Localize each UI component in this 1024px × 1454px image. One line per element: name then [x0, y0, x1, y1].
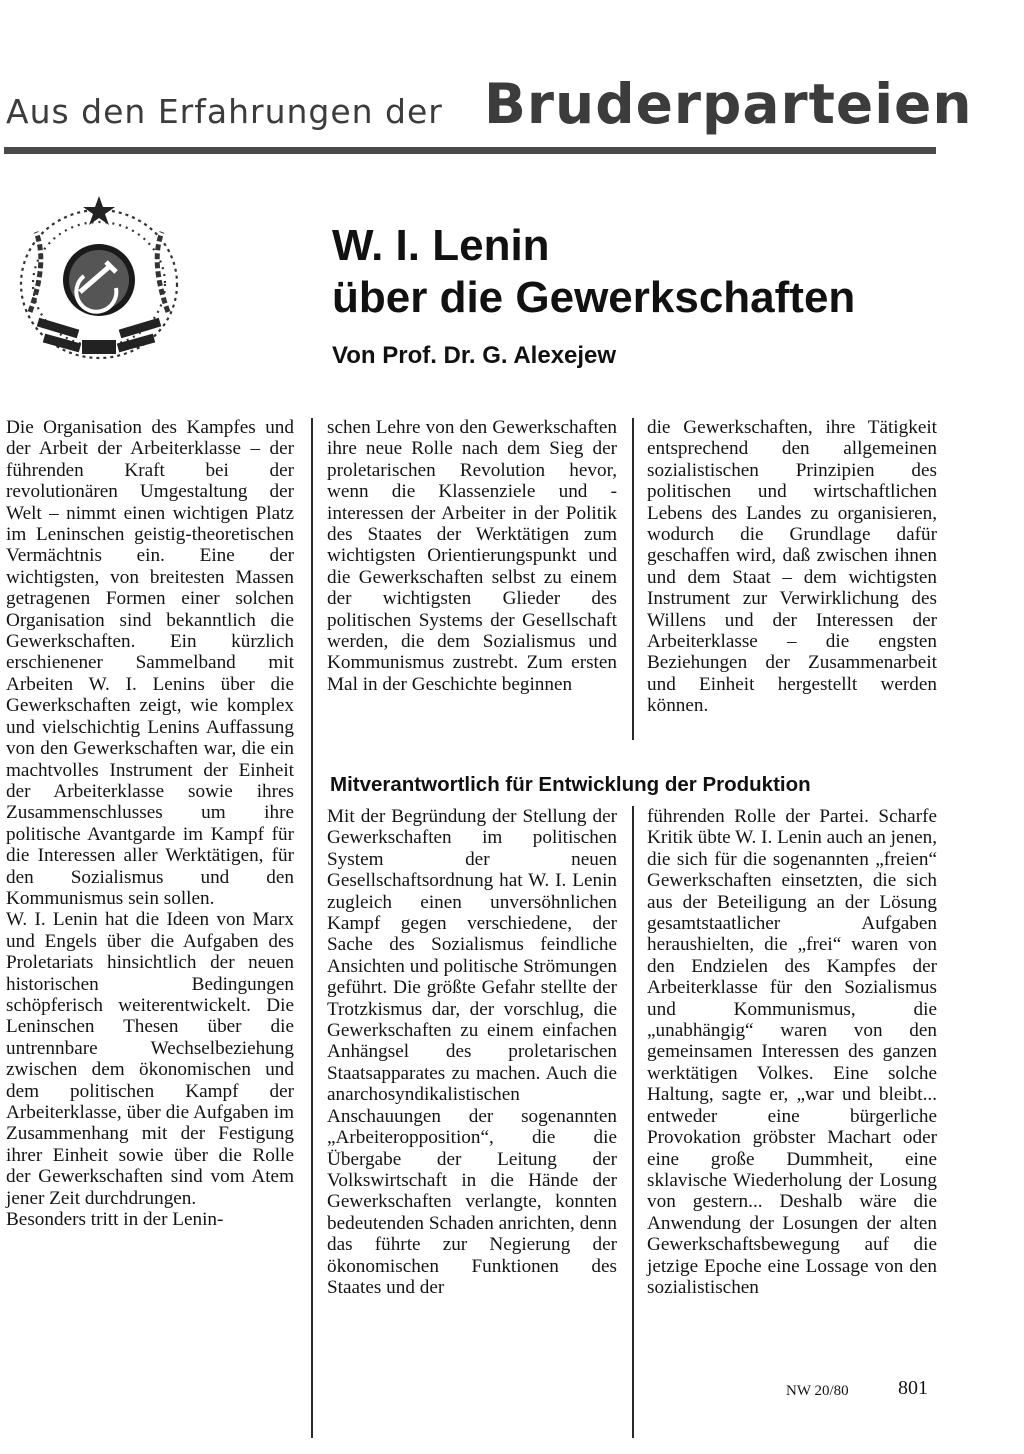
article-title-line-2: über die Gewerkschaften	[332, 273, 856, 322]
subheading: Mitverantwortlich für Entwicklung der Produktion	[330, 773, 811, 796]
journal-issue: NW 20/80	[786, 1383, 849, 1399]
paragraph-5: die Gewerkschaften, ihre Tätigkeit entsprechend den allgemeinen sozialistischen Prinzipien des politischen und wirtschaftlichen Lebens des Landes zu organisieren, wodurch die Grundlage dafür geschaffen wird, daß zwischen ihnen und dem Staat – dem wichtigsten Instrument zur Verwirklichung des Willens und der Interessen der Arbeiterklasse – die engsten Beziehungen der Zusammenarbeit und Einheit hergestellt werden können.	[647, 417, 937, 717]
column-3-top	[647, 417, 937, 717]
section-header-prefix: Aus den Erfahrungen der	[6, 92, 443, 131]
paragraph-3: Besonders tritt in der Lenin-	[6, 1209, 224, 1231]
article-title	[332, 220, 855, 324]
section-header	[6, 72, 973, 136]
paragraph-6: Mit der Begründung der Stellung der Gewerkschaften im politischen System der neuen Gesellschaftsordnung hat W. I. Lenin zugleich einen unversöhnlichen Kampf gegen verschiedene, der Sache des Sozialismus feindliche Ansichten und politische Strömungen geführt. Die größte Gefahr stellte der Trotzkismus dar, der vorschlug, die Gewerkschaften zu einem einfachen Anhängsel des proletarischen Staatsapparates zu machen. Auch die anarchosyndikalistischen Anschauungen der sogenannten „Arbeiteropposition“, die die Übergabe der Leitung der Volkswirtschaft in die Hände der Gewerkschaften verlangte, konnten bedeutenden Schaden anrichten, denn das führte zur Negierung der ökonomischen Funktionen des Staates und der	[327, 806, 617, 1298]
article-title-line-1: W. I. Lenin	[332, 221, 550, 270]
paragraph-4: schen Lehre von den Gewerkschaften ihre neue Rolle nach dem Sieg der proletarischen Revolution hevor, wenn die Klassenziele und -interessen der Arbeiter in der Politik des Staates der Werktätigen zum wichtigsten Orientierungspunkt und die Gewerkschaften selbst zu einem der wichtigsten Glieder des politischen Systems der Gesellschaft werden, die dem Sozialismus und Kommunismus zustrebt. Zum ersten Mal in der Geschichte beginnen	[327, 417, 617, 695]
soviet-state-emblem-icon	[8, 192, 190, 372]
paragraph-1: Die Organisation des Kampfes und der Arbeit der Arbeiterklasse – der führenden Kraft bei der revolutionären Umgestaltung der Welt – nimmt einen wichtigen Platz im Leninschen geistig-theoretischen Vermächtnis ein. Eine der wichtigsten, von breitesten Massen getragenen Formen einer solchen Organisation sind bekanntlich die Gewerkschaften. Ein kürzlich erschienener Sammelband mit Arbeiten W. I. Lenins über die Gewerkschaften zeigt, wie komplex und vielschichtig Lenins Auffassung von den Gewerkschaften war, die ein machtvolles Instrument der Einheit der Arbeiterklasse sowie ihres Zusammenschlusses um ihre politische Avantgarde im Kampf für die Interessen aller Werktätigen, für den Sozialismus und den Kommunismus sein sollen.	[6, 417, 294, 909]
column-2-top	[327, 417, 617, 695]
column-3-bottom	[647, 806, 937, 1298]
column-divider-1	[311, 418, 313, 1438]
header-rule	[4, 147, 936, 154]
paragraph-7: führenden Rolle der Partei. Scharfe Kritik übte W. I. Lenin auch an jenen, die sich für die sogenannten „freien“ Gewerkschaften einsetzten, die sich aus der Beteiligung an der Lösung gesamtstaatlicher Aufgaben heraushielten, die „frei“ waren von den Endzielen des Kampfes der Arbeiterklasse für den Sozialismus und Kommunismus, die „unabhängig“ waren von den gemeinsamen Interessen des ganzen werktätigen Volkes. Eine solche Haltung, sagte er, „war und bleibt... entweder eine bürgerliche Provokation gröbster Machart oder eine große Dummheit, eine sklavische Wiederholung der Losung von gestern... Deshalb wäre die Anwendung der Losungen der alten Gewerkschaftsbewegung auf die jetzige Epoche eine Lossage von den sozialistischen	[647, 806, 937, 1298]
column-2-bottom	[327, 806, 617, 1298]
column-divider-2-bottom	[632, 806, 634, 1438]
page-number: 801	[898, 1377, 928, 1399]
section-header-emphasis: Bruderparteien	[484, 72, 973, 136]
article-author: Von Prof. Dr. G. Alexejew	[332, 342, 617, 369]
column-divider-2-top	[632, 418, 634, 740]
paragraph-2: W. I. Lenin hat die Ideen von Marx und Engels über die Aufgaben des Proletariats hinsichtlich der neuen historischen Bedingungen schöpferisch weiterentwickelt. Die Leninschen Thesen über die untrennbare Wechselbeziehung zwischen dem ökonomischen und dem politischen Kampf der Arbeiterklasse, über die Aufgaben im Zusammenhang mit der Festigung ihrer Einheit sowie über die Rolle der Gewerkschaften sind vom Atem jener Zeit durchdrungen.	[6, 909, 294, 1209]
column-1	[6, 417, 294, 1230]
